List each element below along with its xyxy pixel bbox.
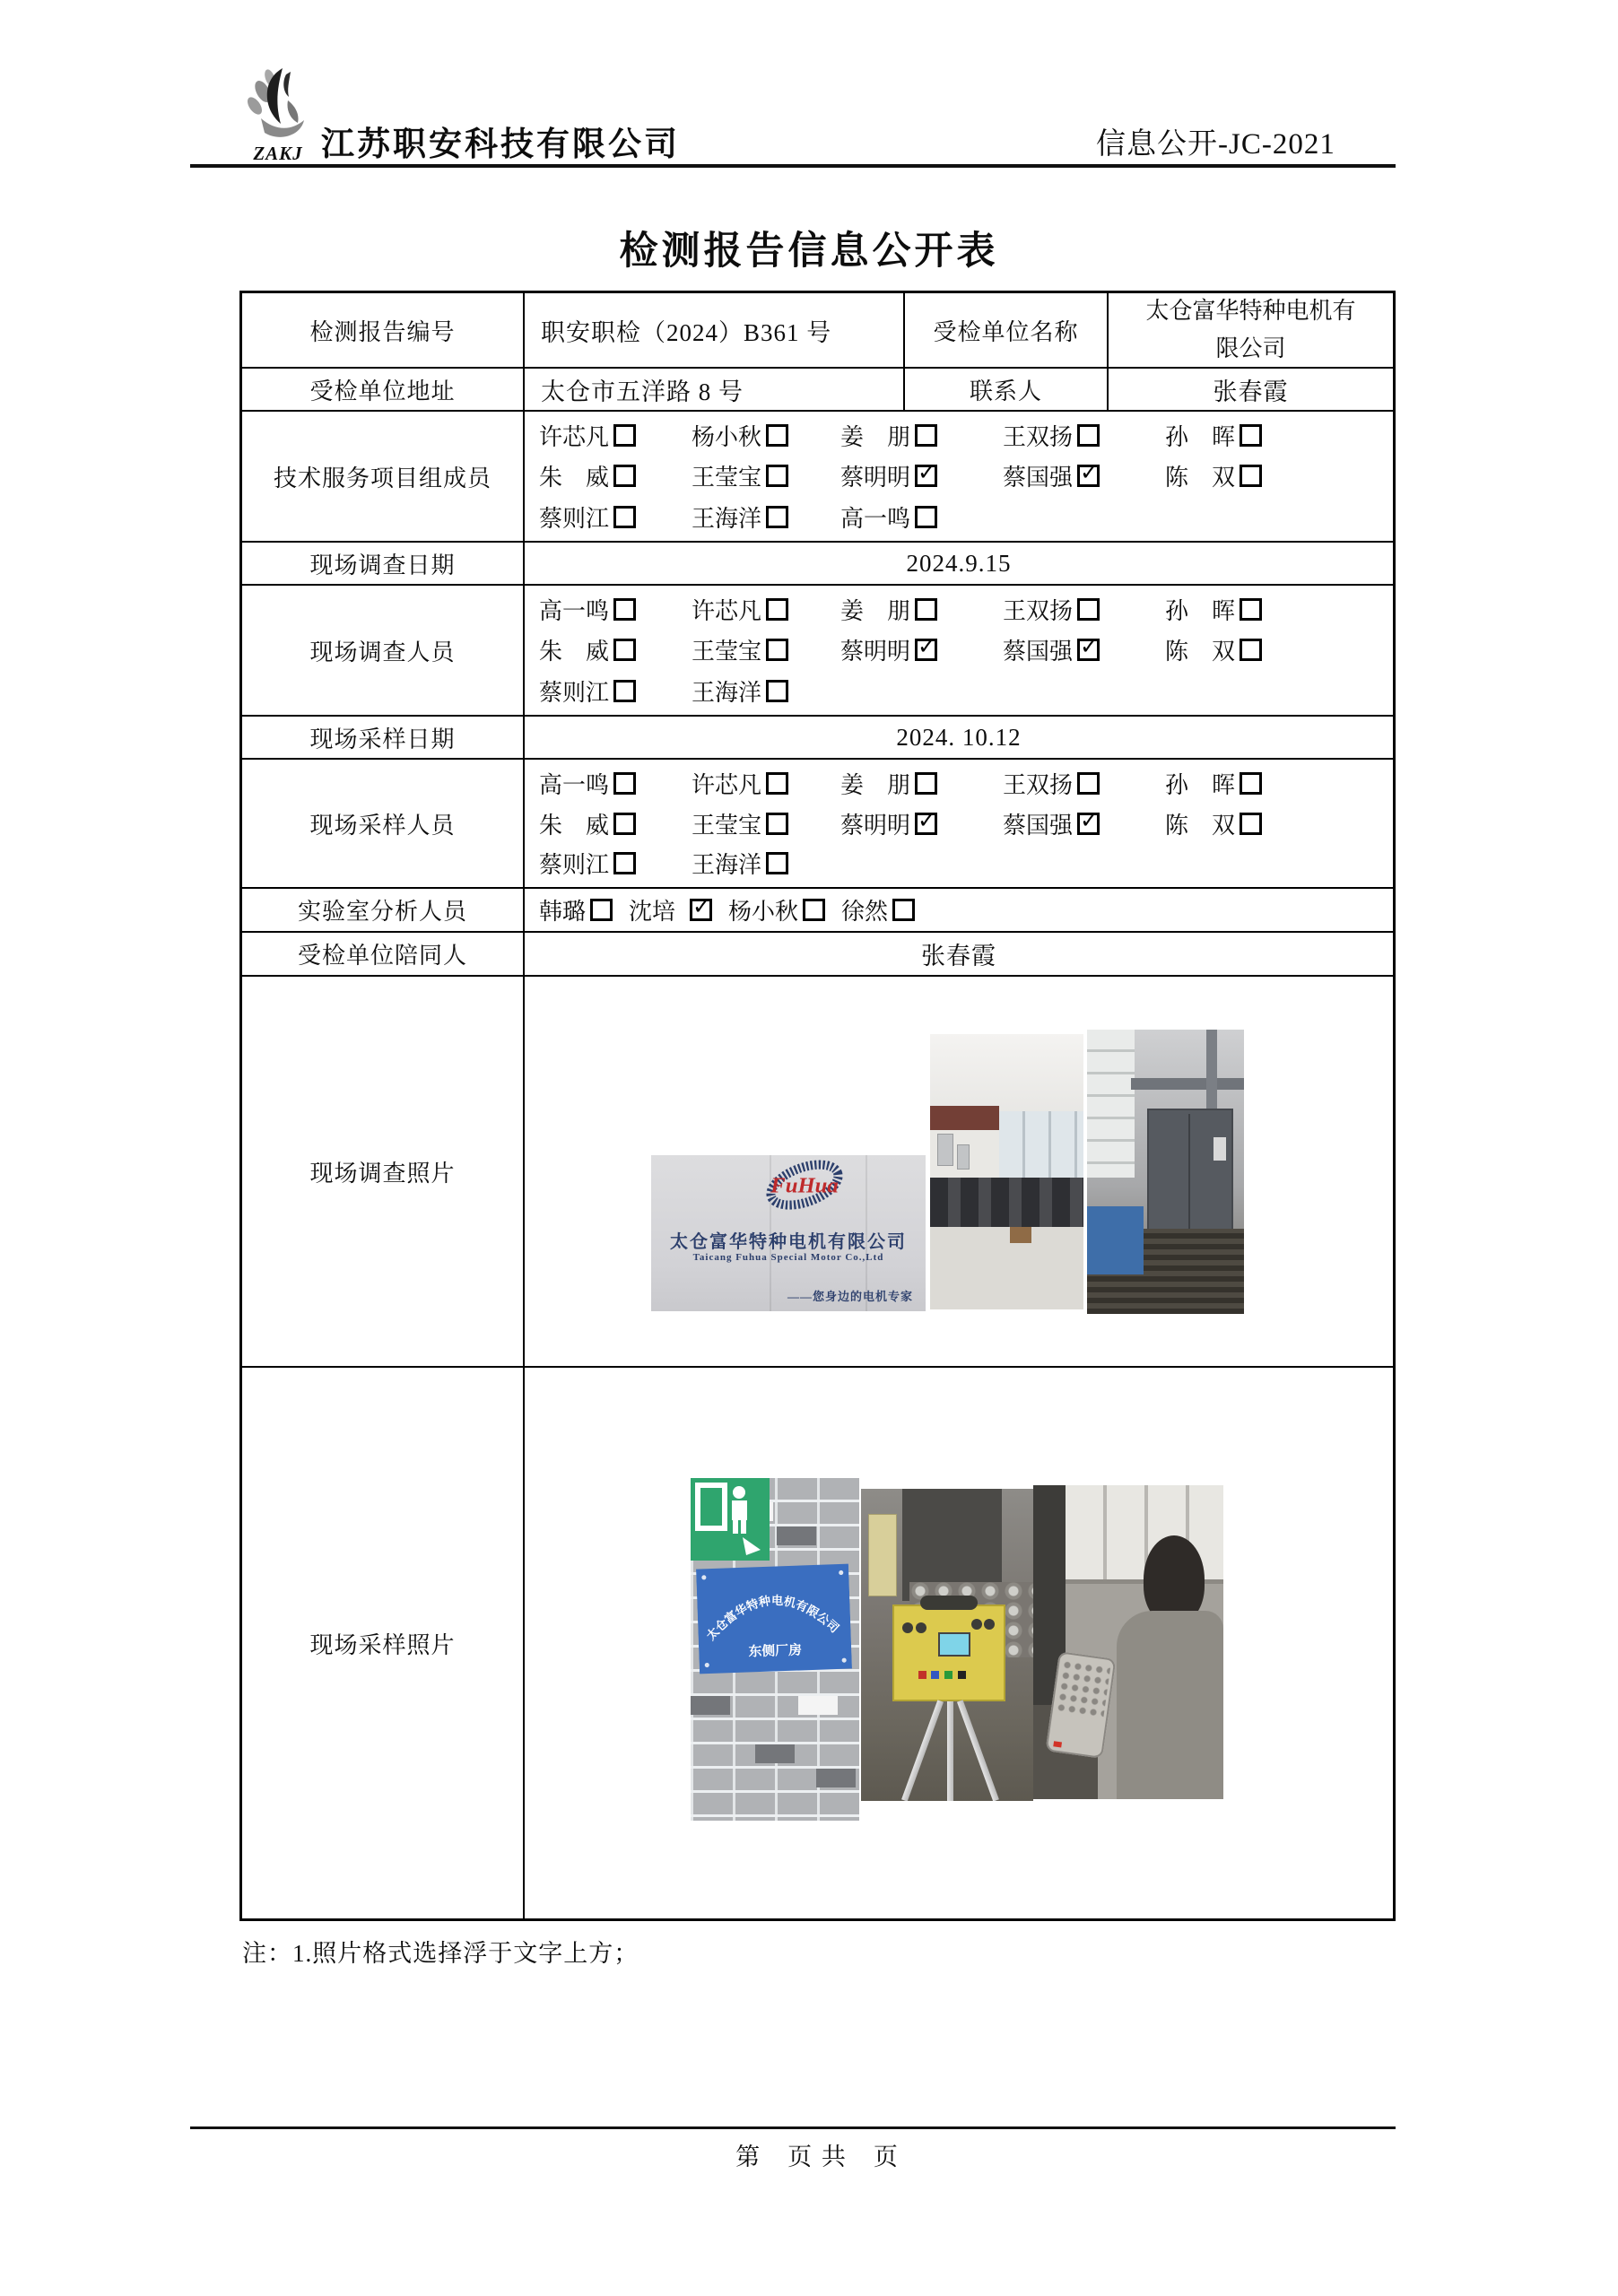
sign-company-cn: 太仓富华特种电机有限公司 — [670, 1232, 907, 1252]
tripod-leg — [901, 1700, 944, 1801]
lab-people-list — [525, 889, 1393, 931]
checkbox-unchecked[interactable] — [915, 506, 937, 528]
member-option — [539, 807, 692, 840]
blue-machine — [1087, 1206, 1144, 1274]
member-name: 高一鸣 — [840, 505, 911, 532]
sampler-screen — [938, 1632, 970, 1657]
member-option — [539, 893, 613, 926]
checkbox-unchecked[interactable] — [613, 852, 636, 874]
member-option — [728, 893, 825, 926]
exit-sign-icon — [691, 1478, 770, 1561]
row-sampling-date — [242, 717, 1393, 760]
svg-text:东侧厂房: 东侧厂房 — [748, 1643, 803, 1660]
checkbox-unchecked[interactable] — [766, 639, 788, 661]
tripod-leg — [957, 1700, 999, 1801]
checkbox-unchecked[interactable] — [1240, 465, 1262, 487]
member-option — [539, 593, 692, 626]
checkbox-unchecked[interactable] — [1240, 772, 1262, 795]
company-logo — [233, 65, 323, 165]
check-icon: ✓ — [918, 806, 936, 833]
unit-addr-label: 受检单位地址 — [242, 369, 525, 410]
escort-value: 张春霞 — [921, 943, 996, 970]
contact-value: 张春霞 — [1213, 378, 1289, 405]
sign-slogan: ——您身边的电机专家 — [787, 1290, 913, 1303]
member-option — [692, 593, 840, 626]
member-name: 蔡明明 — [840, 639, 911, 665]
checkbox-unchecked[interactable] — [1077, 424, 1100, 447]
member-name: 朱 威 — [539, 812, 610, 839]
member-option — [539, 674, 692, 708]
member-name: 孙 晖 — [1165, 771, 1236, 798]
duct-pipe — [1131, 1078, 1244, 1090]
member-option — [692, 633, 840, 666]
member-name: 高一鸣 — [539, 598, 610, 625]
handheld-meter — [1046, 1651, 1117, 1759]
fuhua-logo — [737, 1157, 872, 1214]
member-option — [1003, 633, 1165, 666]
member-option — [1003, 419, 1165, 452]
member-name: 王双扬 — [1003, 598, 1074, 625]
sampling-date-label: 现场采样日期 — [242, 717, 525, 758]
member-option — [692, 847, 840, 880]
person-shoulder — [1117, 1611, 1223, 1799]
info-table — [239, 291, 1396, 1921]
member-name: 王海洋 — [692, 505, 762, 532]
unit-name-label: 受检单位名称 — [905, 293, 1109, 367]
wall-poster — [957, 1144, 970, 1170]
member-option — [692, 459, 840, 492]
member-name: 朱 威 — [539, 639, 610, 665]
member-name: 杨小秋 — [728, 899, 799, 925]
checkbox-unchecked[interactable] — [613, 506, 636, 528]
member-name: 王莹宝 — [692, 639, 762, 665]
checkbox-checked[interactable] — [1077, 459, 1100, 487]
member-name: 姜 朋 — [840, 424, 911, 451]
page-footer: 第 页 共 页 — [735, 2144, 900, 2170]
survey-date-label: 现场调查日期 — [242, 543, 525, 584]
window — [1087, 1030, 1135, 1178]
member-name: 许芯凡 — [539, 424, 610, 451]
member-option — [1165, 593, 1262, 626]
meter-indicator — [1053, 1741, 1062, 1747]
member-name: 姜 朋 — [840, 771, 911, 798]
row-report-no — [242, 293, 1393, 369]
logo-graphic — [236, 65, 321, 144]
checkbox-unchecked[interactable] — [892, 899, 915, 921]
row-unit-addr — [242, 369, 1393, 412]
member-option — [539, 847, 692, 880]
footer-rule — [190, 2126, 1396, 2129]
member-name: 孙 晖 — [1165, 424, 1236, 451]
sampling-people-label: 现场采样人员 — [242, 760, 525, 887]
row-survey-date — [242, 543, 1393, 586]
svg-text:FuHua: FuHua — [770, 1173, 839, 1198]
member-option — [1165, 767, 1262, 800]
sampling-date-value: 2024. 10.12 — [896, 723, 1022, 751]
checkbox-checked[interactable] — [915, 633, 937, 661]
checkbox-unchecked[interactable] — [613, 639, 636, 661]
brick — [798, 1696, 838, 1715]
member-option — [692, 500, 840, 534]
member-option — [840, 767, 1003, 800]
row-sampling-people — [242, 760, 1393, 889]
button — [944, 1671, 953, 1679]
member-name: 许芯凡 — [692, 598, 762, 625]
report-no-value: 职安职检（2024）B361 号 — [525, 293, 905, 367]
member-name: 杨小秋 — [692, 424, 762, 451]
member-name: 徐然 — [841, 899, 889, 925]
sampling-photo-factory-plate — [691, 1478, 859, 1821]
checkbox-checked[interactable] — [690, 893, 712, 921]
knob — [971, 1619, 982, 1630]
row-survey-photos — [242, 977, 1393, 1368]
checkbox-unchecked[interactable] — [613, 598, 636, 621]
member-name: 许芯凡 — [692, 771, 762, 798]
sampling-photo-sampler-device — [861, 1489, 1033, 1801]
check-icon: ✓ — [1080, 806, 1099, 833]
sign-company-en: Taicang Fuhua Special Motor Co.,Ltd — [692, 1252, 884, 1263]
row-sampling-photos — [242, 1368, 1393, 1918]
survey-photo-label: 现场调查照片 — [242, 977, 525, 1366]
checkbox-unchecked[interactable] — [915, 598, 937, 621]
survey-photo-cell — [525, 977, 1393, 1366]
checkbox-unchecked[interactable] — [613, 772, 636, 795]
meter-keypad — [1056, 1659, 1111, 1720]
row-escort — [242, 933, 1393, 977]
brick — [755, 1744, 795, 1763]
member-name: 高一鸣 — [539, 771, 610, 798]
checkbox-checked[interactable] — [915, 459, 937, 487]
crate — [1010, 1227, 1031, 1243]
tech-members-label: 技术服务项目组成员 — [242, 412, 525, 541]
member-option — [692, 807, 840, 840]
wall-poster — [937, 1134, 953, 1166]
survey-people-label: 现场调查人员 — [242, 586, 525, 715]
member-name: 蔡明明 — [840, 465, 911, 491]
brick — [816, 1769, 856, 1787]
member-option — [692, 419, 840, 452]
checkbox-unchecked[interactable] — [766, 506, 788, 528]
checkbox-unchecked[interactable] — [1077, 598, 1100, 621]
check-icon: ✓ — [918, 459, 936, 486]
checkbox-unchecked[interactable] — [613, 813, 636, 835]
checkbox-unchecked[interactable] — [766, 424, 788, 447]
checkbox-unchecked[interactable] — [766, 598, 788, 621]
survey-people-list — [525, 586, 1393, 715]
member-name: 蔡明明 — [840, 812, 911, 839]
checkbox-unchecked[interactable] — [766, 772, 788, 795]
page-title: 检测报告信息公开表 — [619, 230, 999, 273]
member-option — [539, 633, 692, 666]
button — [931, 1671, 939, 1679]
button — [918, 1671, 926, 1679]
checkbox-unchecked[interactable] — [915, 424, 937, 447]
doc-code: 信息公开-JC-2021 — [1096, 128, 1335, 161]
member-option — [841, 893, 915, 926]
survey-date-value: 2024.9.15 — [906, 549, 1012, 577]
member-option — [1165, 807, 1262, 840]
check-icon: ✓ — [1080, 459, 1099, 486]
sampler-top — [920, 1596, 978, 1610]
member-option — [629, 893, 712, 926]
check-icon: ✓ — [918, 633, 936, 660]
member-option — [539, 459, 692, 492]
checkbox-unchecked[interactable] — [766, 813, 788, 835]
row-lab-people — [242, 889, 1393, 933]
member-name: 蔡国强 — [1003, 639, 1074, 665]
windows — [999, 1111, 1083, 1183]
member-option — [1003, 807, 1165, 840]
member-option — [840, 807, 1003, 840]
check-icon: ✓ — [1080, 633, 1099, 660]
checkbox-unchecked[interactable] — [1240, 424, 1262, 447]
survey-photo-company-sign — [651, 1155, 926, 1311]
member-name: 蔡国强 — [1003, 465, 1074, 491]
brick — [777, 1526, 816, 1545]
logo-text: ZAKJ — [253, 143, 303, 164]
checkbox-unchecked[interactable] — [803, 899, 825, 921]
member-option — [1165, 459, 1262, 492]
lab-people-label: 实验室分析人员 — [242, 889, 525, 931]
member-name: 陈 双 — [1165, 812, 1236, 839]
tripod-leg — [947, 1701, 953, 1801]
member-option — [539, 767, 692, 800]
checkbox-unchecked[interactable] — [915, 772, 937, 795]
member-option — [539, 500, 692, 534]
check-icon: ✓ — [692, 893, 711, 919]
member-name: 王双扬 — [1003, 424, 1074, 451]
member-option — [692, 674, 840, 708]
checkbox-unchecked[interactable] — [613, 680, 636, 702]
report-no-label: 检测报告编号 — [242, 293, 525, 367]
sampling-photo-cell — [525, 1368, 1393, 1918]
sampling-photo-label: 现场采样照片 — [242, 1368, 525, 1918]
survey-photo-workshop-interior — [930, 1034, 1083, 1309]
knob — [916, 1622, 926, 1633]
button — [958, 1671, 966, 1679]
factory-plate-sign — [696, 1563, 852, 1674]
member-name: 王海洋 — [692, 679, 762, 706]
svg-text:太仓富华特种电机有限公司: 太仓富华特种电机有限公司 — [703, 1593, 842, 1643]
control-cabinet — [868, 1514, 898, 1596]
member-name: 蔡则江 — [539, 679, 610, 706]
checkbox-unchecked[interactable] — [766, 852, 788, 874]
footnote: 注：1.照片格式选择浮于文字上方； — [242, 1940, 639, 1967]
header-rule — [190, 164, 1396, 168]
member-name: 王莹宝 — [692, 465, 762, 491]
member-option — [1003, 593, 1165, 626]
member-name: 孙 晖 — [1165, 598, 1236, 625]
sampling-people-list — [525, 760, 1393, 887]
checkbox-unchecked[interactable] — [613, 424, 636, 447]
member-name: 王海洋 — [692, 852, 762, 879]
machines — [930, 1178, 1083, 1227]
member-name: 陈 双 — [1165, 639, 1236, 665]
member-option — [840, 459, 1003, 492]
cabinet-label — [1214, 1137, 1226, 1161]
member-name: 蔡则江 — [539, 505, 610, 532]
sampling-photo-worker-measuring — [1033, 1485, 1223, 1799]
yellow-sampler — [892, 1605, 1006, 1701]
unit-name-value: 太仓富华特种电机有限公司 — [1145, 298, 1356, 361]
member-option — [1003, 459, 1165, 492]
knob — [984, 1619, 995, 1630]
row-survey-people — [242, 586, 1393, 717]
floor — [930, 1227, 1083, 1309]
company-name: 江苏职安科技有限公司 — [321, 126, 680, 163]
member-name: 沈培 — [629, 899, 676, 925]
member-option — [539, 419, 692, 452]
member-name: 姜 朋 — [840, 598, 911, 625]
checkbox-unchecked[interactable] — [590, 899, 613, 921]
member-option — [1165, 633, 1262, 666]
member-option — [692, 767, 840, 800]
checkbox-checked[interactable] — [915, 806, 937, 835]
member-name: 蔡国强 — [1003, 812, 1074, 839]
tech-members-list — [525, 412, 1393, 541]
checkbox-unchecked[interactable] — [1240, 639, 1262, 661]
row-tech-members — [242, 412, 1393, 543]
member-option — [840, 419, 1003, 452]
contact-label: 联系人 — [905, 369, 1109, 410]
member-option — [840, 633, 1003, 666]
member-option — [840, 500, 1003, 534]
cabinet — [1147, 1109, 1233, 1239]
checkbox-checked[interactable] — [1077, 633, 1100, 661]
member-name: 王莹宝 — [692, 812, 762, 839]
member-option — [1003, 767, 1165, 800]
beam — [930, 1106, 999, 1131]
member-name: 蔡则江 — [539, 852, 610, 879]
member-name: 韩璐 — [539, 899, 587, 925]
member-option — [1165, 419, 1262, 452]
checkbox-unchecked[interactable] — [613, 465, 636, 487]
checkbox-unchecked[interactable] — [1077, 772, 1100, 795]
checkbox-checked[interactable] — [1077, 806, 1100, 835]
member-option — [840, 593, 1003, 626]
checkbox-unchecked[interactable] — [766, 680, 788, 702]
brick — [691, 1696, 730, 1715]
checkbox-unchecked[interactable] — [1240, 813, 1262, 835]
member-name: 王双扬 — [1003, 771, 1074, 798]
member-name: 朱 威 — [539, 465, 610, 491]
escort-label: 受检单位陪同人 — [242, 933, 525, 975]
unit-addr-value: 太仓市五洋路 8 号 — [525, 369, 905, 410]
checkbox-unchecked[interactable] — [766, 465, 788, 487]
knob — [902, 1622, 913, 1633]
survey-photo-machine-area — [1087, 1030, 1244, 1314]
member-name: 陈 双 — [1165, 465, 1236, 491]
checkbox-unchecked[interactable] — [1240, 598, 1262, 621]
